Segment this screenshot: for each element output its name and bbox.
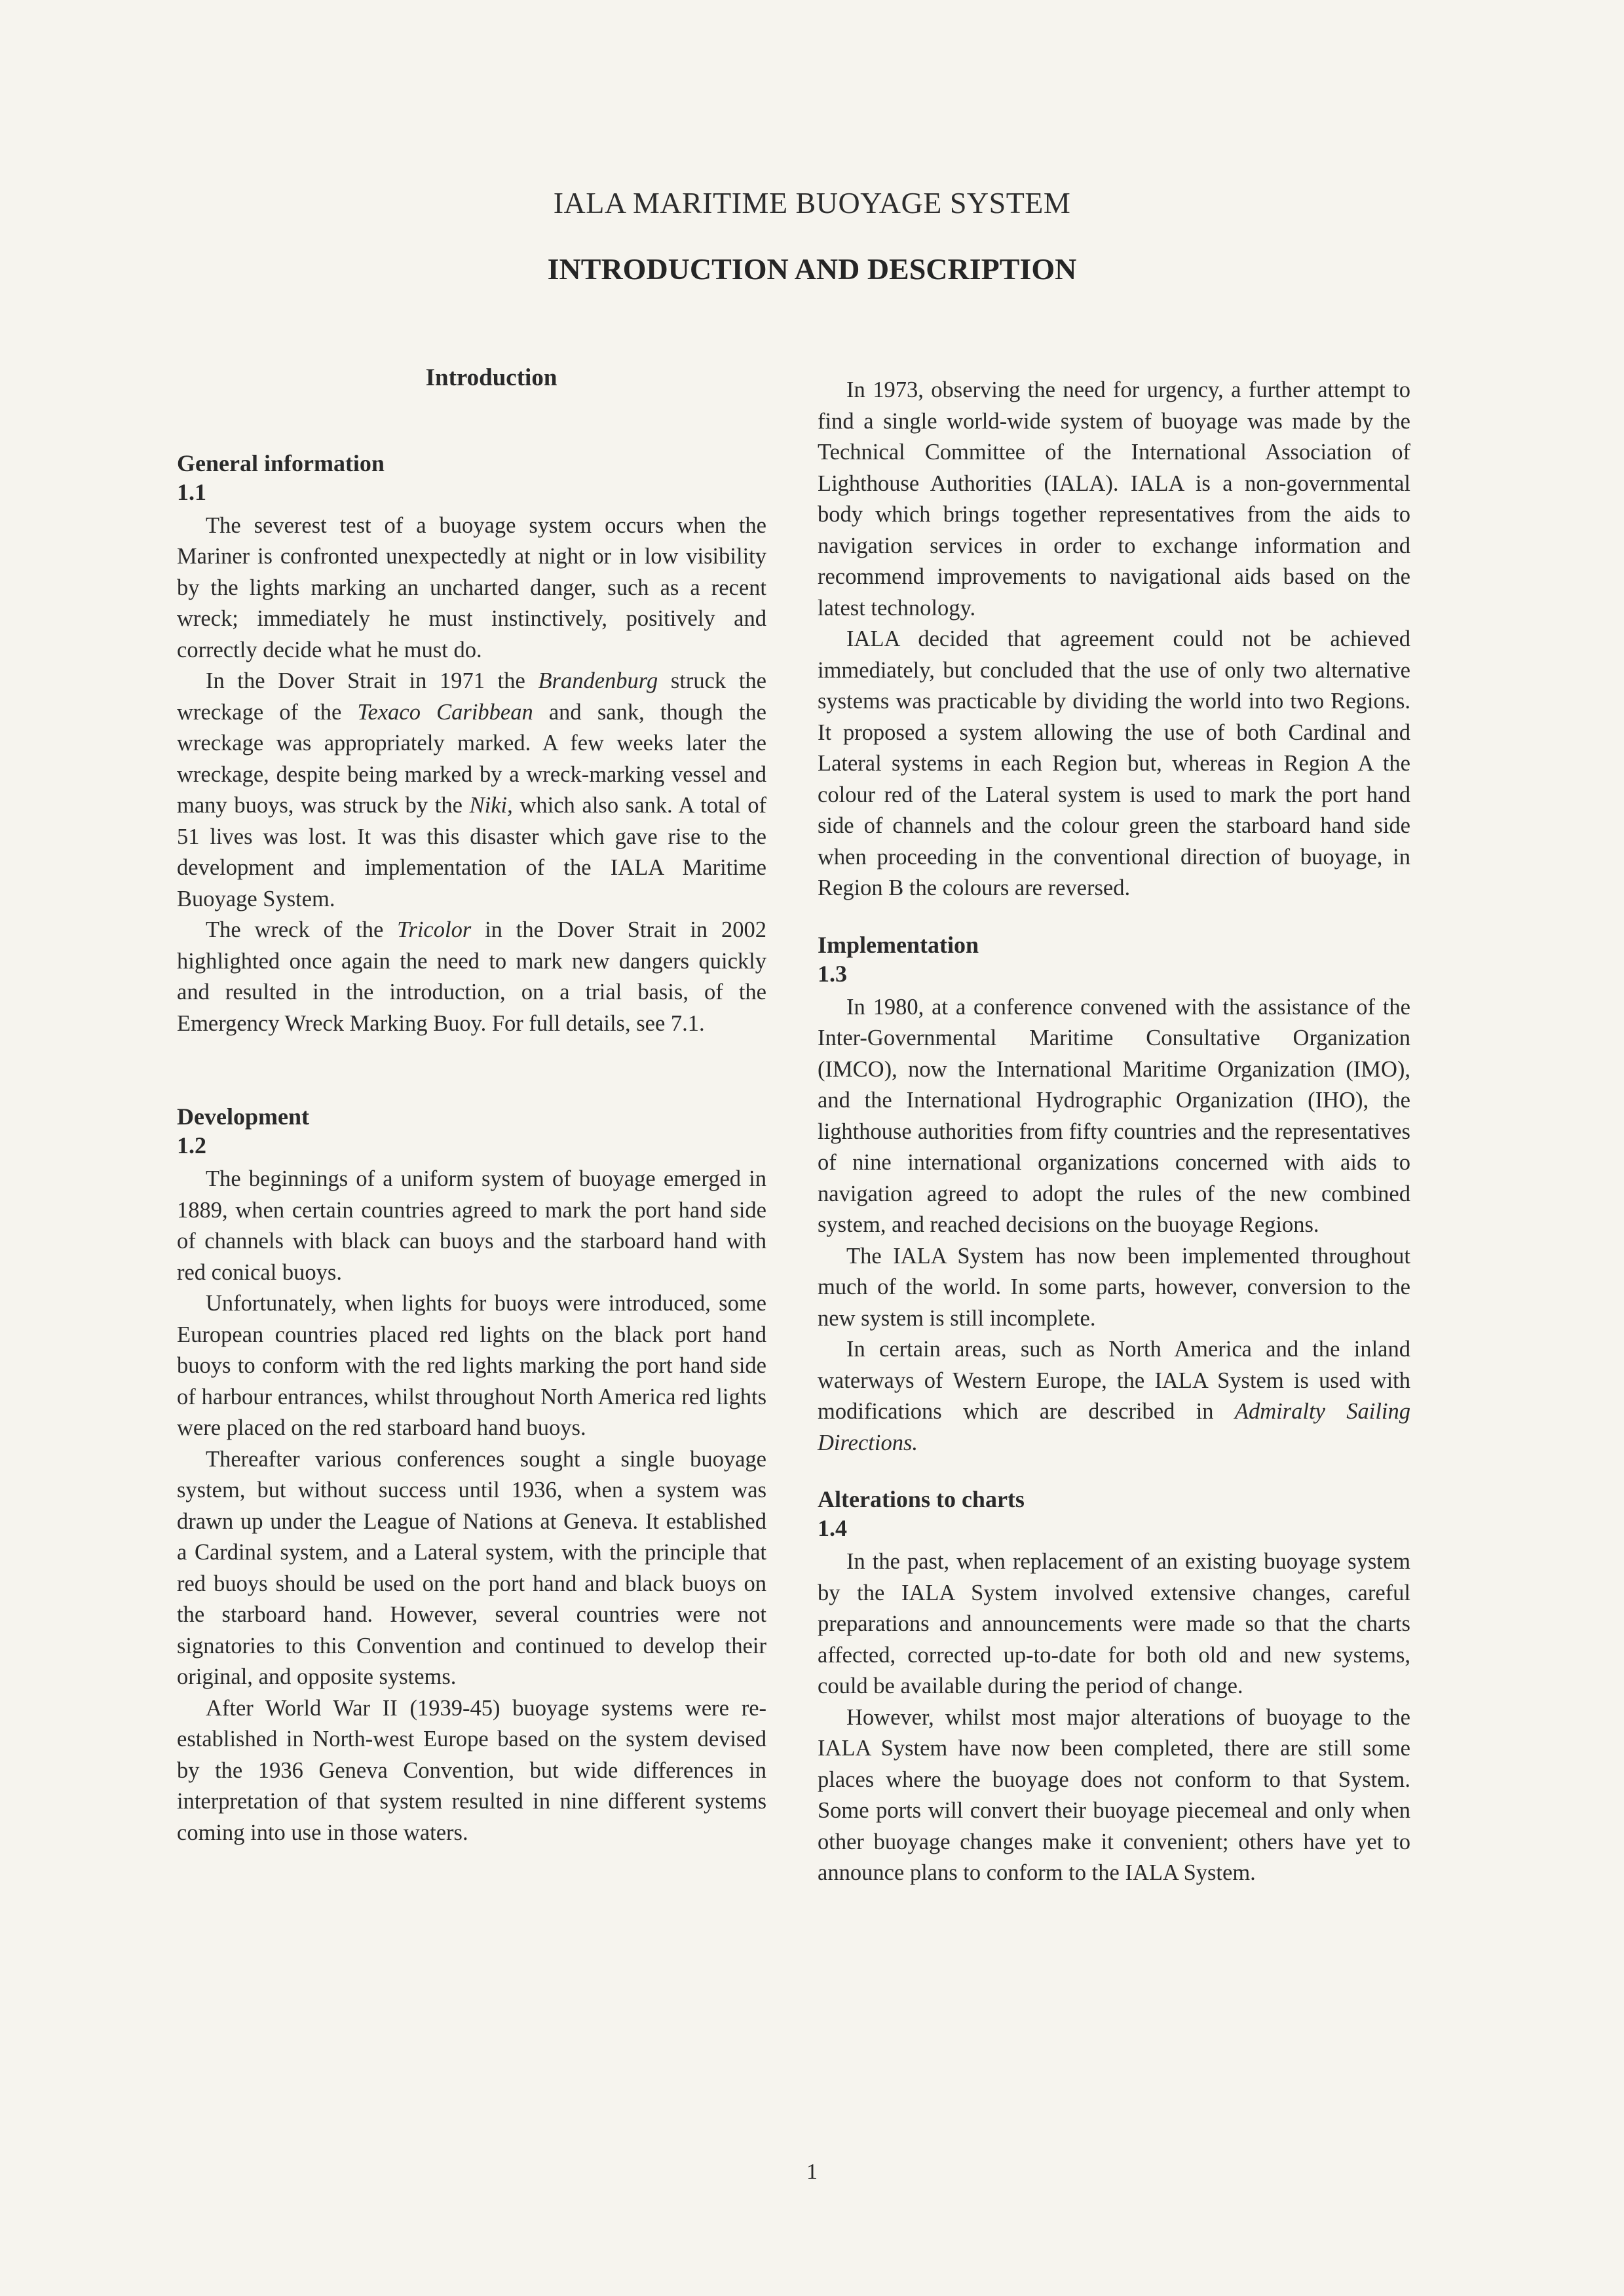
left-column [177, 362, 766, 1848]
paragraph: The beginnings of a uniform system of buoyage emerged in 1889, when certain countries agreed to mark the port hand side of channels with black can buoys and the starboard hand with red conical buoys. [177, 1166, 766, 1285]
paragraph: The IALA System has now been implemented throughout much of the world. In some parts, however, conversion to the new system is still incomplete. [818, 1243, 1410, 1331]
paragraph: After World War II (1939-45) buoyage systems were re-established in North-west Europe based on the system devised by the 1936 Geneva Convention, but wide differences in interpretation of that system resulted in nine different systems coming into use in those waters. [177, 1695, 766, 1845]
section-number-1-2: 1.2 [177, 1132, 206, 1158]
heading-development: Development [177, 1103, 309, 1130]
paragraph: In the Dover Strait in 1971 the Brandenburg struck the wreckage of the Texaco Caribbean and sank, though the wreckage was appropriately marked. A few weeks later the wreckage, despite being marked by a wreck-marking vessel and many buoys, was struck by the Niki, which also sank. A total of 51 lives was lost. It was this disaster which gave rise to the development and implementation of the IALA Maritime Buoyage System. [177, 668, 766, 911]
page-number: 1 [806, 2160, 818, 2184]
heading-implementation: Implementation [818, 931, 979, 958]
paragraph: The severest test of a buoyage system occurs when the Mariner is confronted unexpectedly at night or in low visibility by the lights marking an uncharted danger, such as a recent wreck; immediately he must instinctively, positively and correctly decide what he must do. [177, 512, 766, 662]
ship-name: Texaco Caribbean [357, 699, 533, 725]
right-column [818, 375, 1410, 1889]
paragraph: However, whilst most major alterations of buoyage to the IALA System have now been completed, there are still some places where the buoyage does not conform to that System. Some ports will convert their buoyage piecemeal and only when other buoyage changes make it convenient; others have yet to announce plans to conform to the IALA System. [818, 1704, 1410, 1885]
paragraph: In certain areas, such as North America and the inland waterways of Western Europe, the IALA System is used with modifications which are described in Admiralty Sailing Directions. [818, 1337, 1410, 1455]
page-title: IALA MARITIME BUOYAGE SYSTEM [553, 186, 1071, 220]
heading-alterations-to-charts: Alterations to charts [818, 1486, 1025, 1512]
ship-name: Tricolor [397, 917, 472, 942]
section-number-1-1: 1.1 [177, 478, 206, 505]
ship-name: Niki, [469, 793, 513, 818]
section-number-1-4: 1.4 [818, 1515, 847, 1541]
section-heading-introduction: Introduction [425, 364, 557, 391]
paragraph: IALA decided that agreement could not be achieved immediately, but concluded that the use of only two alternative systems was practicable by dividing the world into two Regions. It proposed a system allowing the use of both Cardinal and Lateral systems in each Region but, whereas in Region A the colour red of the Lateral system is used to mark the port hand side of channels and the colour green the starboard hand side when proceeding in the conventional direction of buoyage, in Region B the colours are reversed. [818, 626, 1410, 900]
ship-name: Brandenburg [538, 668, 658, 693]
paragraph: In the past, when replacement of an existing buoyage system by the IALA System involved extensive changes, careful preparations and announcements were made so that the charts affected, corrected up-to-date for both old and new systems, could be available during the period of change. [818, 1549, 1410, 1698]
publication-reference: Admiralty Sailing Directions. [818, 1399, 1410, 1455]
paragraph: Unfortunately, when lights for buoys were introduced, some European countries placed red lights on the black port hand buoys to conform with the red lights marking the port hand side of harbour entrances, whilst throughout North America red lights were placed on the red starboard hand buoys. [177, 1291, 766, 1440]
paragraph: Thereafter various conferences sought a single buoyage system, but without success until 1936, when a system was drawn up under the League of Nations at Geneva. It established a Cardinal system, and a Lateral system, with the principle that red buoys should be used on the port hand and black buoys on the starboard hand. However, several countries were not signatories to this Convention and continued to develop their original, and opposite systems. [177, 1446, 766, 1689]
paragraph: The wreck of the Tricolor in the Dover Strait in 2002 highlighted once again the need to mark new dangers quickly and resulted in the introduction, on a trial basis, of the Emergency Wreck Marking Buoy. For full details, see 7.1. [177, 917, 766, 1036]
heading-general-information: General information [177, 450, 385, 476]
paragraph: In 1980, at a conference convened with the assistance of the Inter-Governmental Maritime Consultative Organization (IMCO), now the International Maritime Organization (IMO), and the International Hydrographic Organization (IHO), the lighthouse authorities from fifty countries and the representatives of nine international organizations concerned with aids to navigation agreed to adopt the rules of the new combined system, and reached decisions on the buoyage Regions. [818, 994, 1410, 1237]
page-subtitle: INTRODUCTION AND DESCRIPTION [547, 252, 1077, 286]
section-number-1-3: 1.3 [818, 960, 847, 987]
paragraph: In 1973, observing the need for urgency, a further attempt to find a single world-wide system of buoyage was made by the Technical Committee of the International Association of Lighthouse Authorities (IALA). IALA is a non-governmental body which brings together representatives from the aids to navigation services in order to exchange information and recommend improvements to navigational aids based on the latest technology. [818, 377, 1410, 621]
